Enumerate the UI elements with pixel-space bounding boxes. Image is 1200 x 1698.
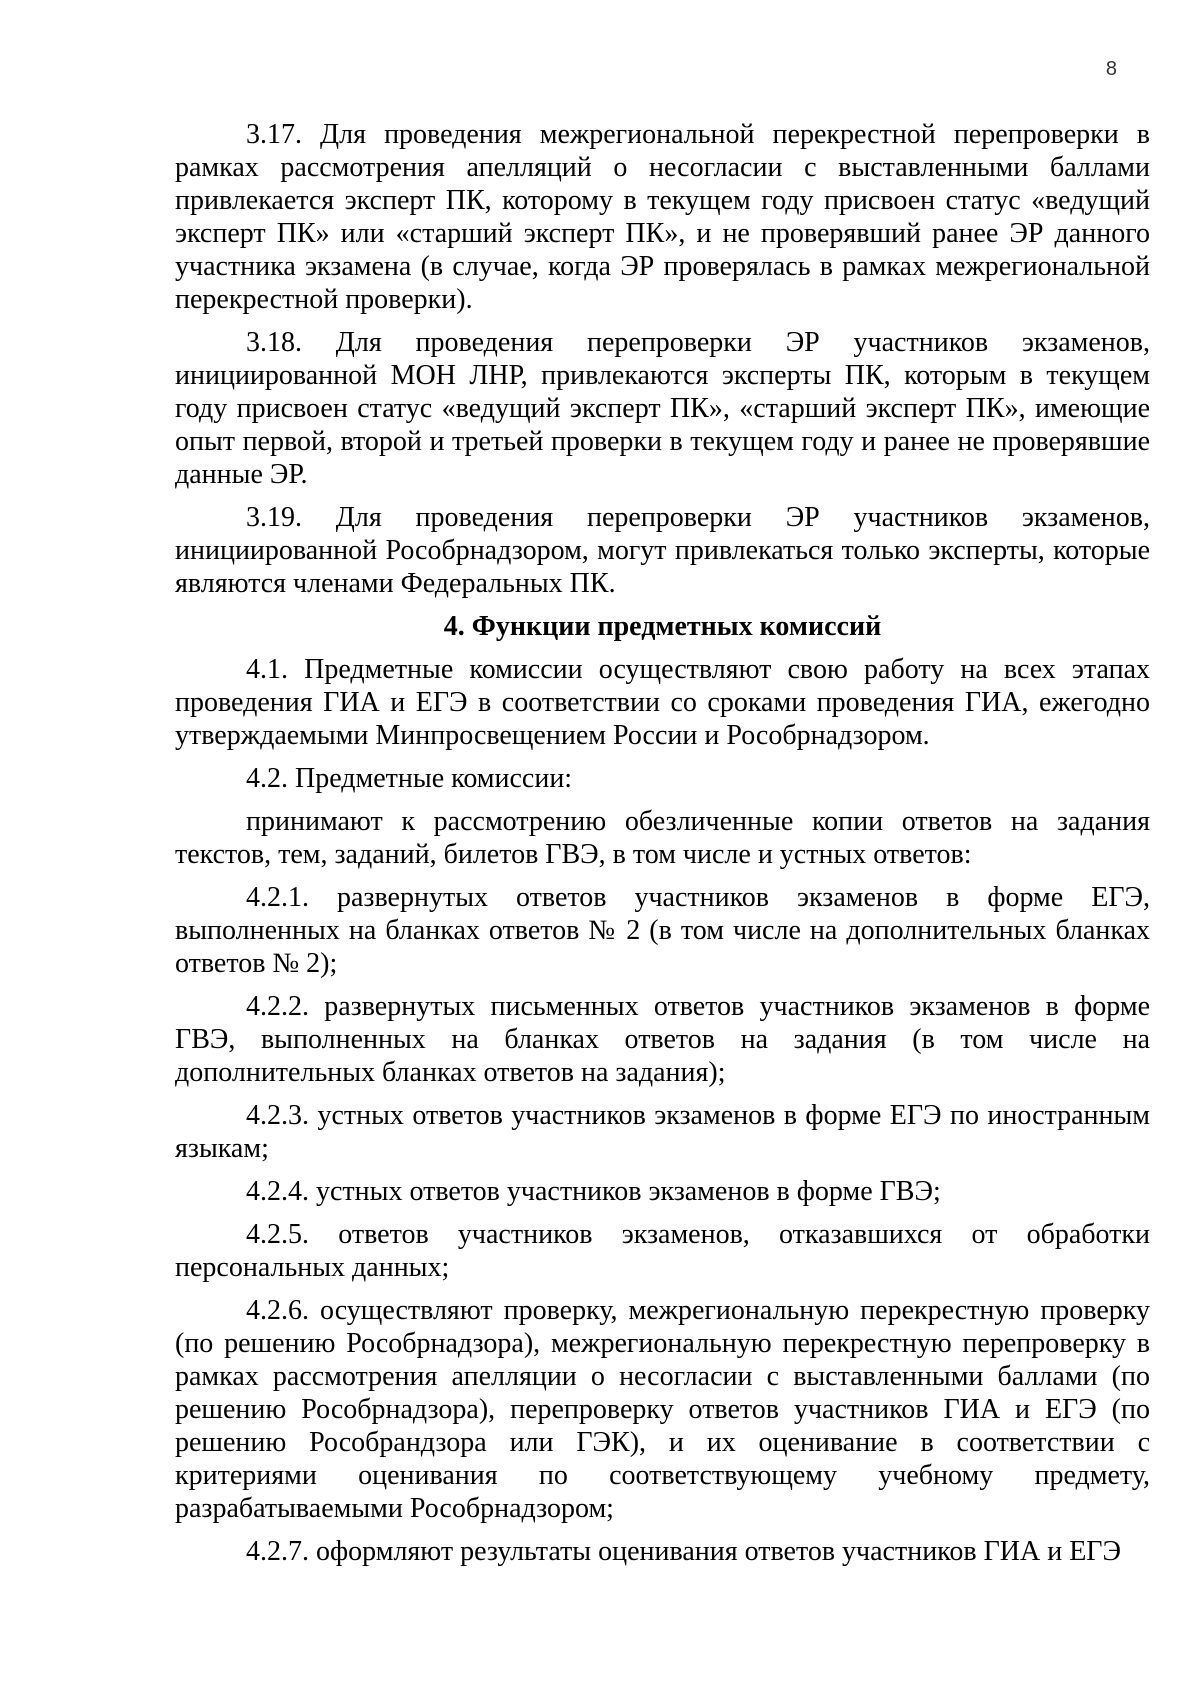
para-4-2: 4.2. Предметные комиссии:: [246, 763, 573, 794]
section-heading-4: 4. Функции предметных комиссий: [443, 611, 882, 642]
para-4-2-1: 4.2.1. развернутых ответов участников экзаменов в форме ЕГЭ, выполненных на бланках ответов № 2 (в том числе на дополнительных бланках ответов № 2);: [175, 882, 1150, 979]
page-number: 8: [1105, 58, 1117, 80]
para-4-1: 4.1. Предметные комиссии осуществляют свою работу на всех этапах проведения ГИА и ЕГЭ в соответствии со сроками проведения ГИА, ежегодно утверждаемыми Минпросвещением России и Рособрнадзором.: [175, 654, 1150, 751]
para-4-2-4: 4.2.4. устных ответов участников экзаменов в форме ГВЭ;: [246, 1176, 941, 1207]
para-4-2-7: 4.2.7. оформляют результаты оценивания ответов участников ГИА и ЕГЭ: [246, 1536, 1121, 1567]
document-body: [175, 118, 1150, 1578]
para-3-19: 3.19. Для проведения перепроверки ЭР участников экзаменов, инициированной Рособрнадзором, могут привлекаться только эксперты, которые являются членами Федеральных ПК.: [175, 502, 1150, 599]
para-4-2-intro: принимают к рассмотрению обезличенные копии ответов на задания текстов, тем, заданий, билетов ГВЭ, в том числе и устных ответов:: [175, 806, 1150, 870]
para-3-17: 3.17. Для проведения межрегиональной перекрестной перепроверки в рамках рассмотрения апелляций о несогласии с выставленными баллами привлекается эксперт ПК, которому в текущем году присвоен статус «ведущий эксперт ПК» или «старший эксперт ПК», и не проверявший ранее ЭР данного участника экзамена (в случае, когда ЭР проверялась в рамках межрегиональной перекрестной проверки).: [175, 119, 1150, 315]
para-4-2-5: 4.2.5. ответов участников экзаменов, отказавшихся от обработки персональных данных;: [175, 1219, 1150, 1283]
para-4-2-6: 4.2.6. осуществляют проверку, межрегиональную перекрестную проверку (по решению Рособрнадзора), межрегиональную перекрестную перепроверку в рамках рассмотрения апелляции о несогласии с выставленными баллами (по решению Рособрнадзора), перепроверку ответов участников ГИА и ЕГЭ (по решению Рособрандзора или ГЭК), и их оценивание в соответствии с критериями оценивания по соответствующему учебному предмету, разрабатываемыми Рособрнадзором;: [175, 1295, 1150, 1524]
para-4-2-2: 4.2.2. развернутых письменных ответов участников экзаменов в форме ГВЭ, выполненных на бланках ответов на задания (в том числе на дополнительных бланках ответов на задания);: [175, 991, 1150, 1088]
para-3-18: 3.18. Для проведения перепроверки ЭР участников экзаменов, инициированной МОН ЛНР, привлекаются эксперты ПК, которым в текущем году присвоен статус «ведущий эксперт ПК», «старший эксперт ПК», имеющие опыт первой, второй и третьей проверки в текущем году и ранее не проверявшие данные ЭР.: [175, 327, 1150, 490]
para-4-2-3: 4.2.3. устных ответов участников экзаменов в форме ЕГЭ по иностранным языкам;: [175, 1100, 1150, 1164]
